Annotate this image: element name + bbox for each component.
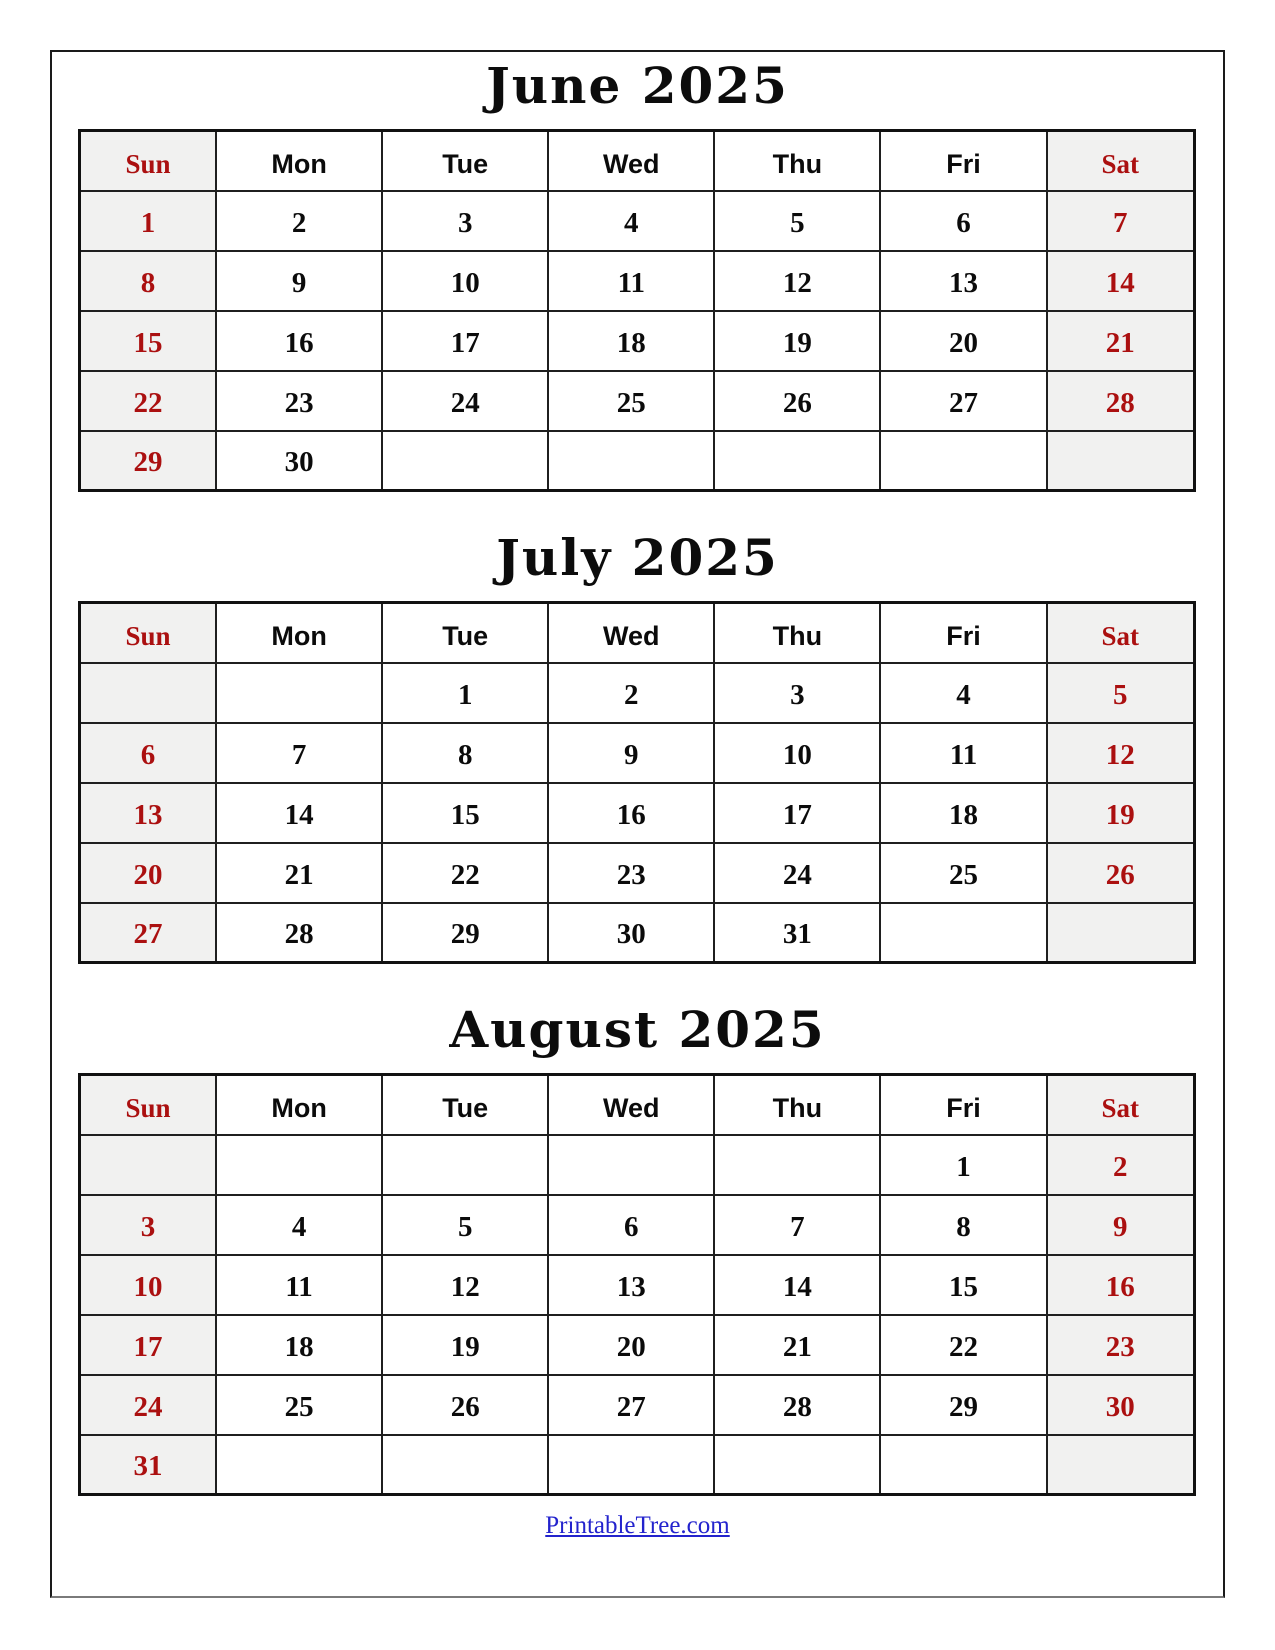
day-cell-13: 13	[880, 251, 1046, 311]
day-cell-empty	[1047, 1435, 1195, 1495]
week-row	[80, 1435, 1195, 1495]
day-cell-24: 24	[80, 1375, 217, 1435]
weekday-header-sun: Sun	[80, 1075, 217, 1135]
day-cell-22: 22	[880, 1315, 1046, 1375]
day-cell-25: 25	[880, 843, 1046, 903]
day-cell-6: 6	[548, 1195, 714, 1255]
day-cell-2: 2	[216, 191, 382, 251]
day-cell-15: 15	[880, 1255, 1046, 1315]
day-cell-21: 21	[1047, 311, 1195, 371]
week-row	[80, 723, 1195, 783]
day-cell-empty	[1047, 903, 1195, 963]
day-cell-21: 21	[216, 843, 382, 903]
weekday-header-fri: Fri	[880, 131, 1046, 191]
day-cell-17: 17	[80, 1315, 217, 1375]
weekday-header-sun: Sun	[80, 131, 217, 191]
month-section-june	[52, 58, 1223, 492]
day-cell-1: 1	[382, 663, 548, 723]
day-cell-13: 13	[80, 783, 217, 843]
day-cell-24: 24	[714, 843, 880, 903]
month-title-june: June 2025	[486, 56, 789, 115]
week-row	[80, 1135, 1195, 1195]
week-row	[80, 251, 1195, 311]
day-cell-26: 26	[714, 371, 880, 431]
calendar-page	[50, 50, 1225, 1598]
weekday-header-thu: Thu	[714, 1075, 880, 1135]
day-cell-10: 10	[80, 1255, 217, 1315]
weekday-header-mon: Mon	[216, 603, 382, 663]
footer	[52, 1512, 1223, 1540]
weekday-header-mon: Mon	[216, 131, 382, 191]
day-cell-31: 31	[714, 903, 880, 963]
day-cell-30: 30	[216, 431, 382, 491]
day-cell-19: 19	[714, 311, 880, 371]
day-cell-13: 13	[548, 1255, 714, 1315]
day-cell-4: 4	[548, 191, 714, 251]
day-cell-27: 27	[80, 903, 217, 963]
weekday-header-tue: Tue	[382, 131, 548, 191]
week-row	[80, 783, 1195, 843]
weekday-header-row	[80, 1075, 1195, 1135]
day-cell-18: 18	[548, 311, 714, 371]
day-cell-14: 14	[714, 1255, 880, 1315]
day-cell-1: 1	[880, 1135, 1046, 1195]
day-cell-16: 16	[548, 783, 714, 843]
day-cell-3: 3	[382, 191, 548, 251]
day-cell-empty	[382, 431, 548, 491]
weekday-header-wed: Wed	[548, 1075, 714, 1135]
month-section-august	[52, 1002, 1223, 1496]
weekday-header-sun: Sun	[80, 603, 217, 663]
day-cell-empty	[880, 431, 1046, 491]
week-row	[80, 371, 1195, 431]
week-row	[80, 663, 1195, 723]
day-cell-11: 11	[880, 723, 1046, 783]
day-cell-5: 5	[714, 191, 880, 251]
day-cell-10: 10	[714, 723, 880, 783]
weekday-header-thu: Thu	[714, 603, 880, 663]
day-cell-4: 4	[216, 1195, 382, 1255]
weekday-header-tue: Tue	[382, 603, 548, 663]
day-cell-9: 9	[548, 723, 714, 783]
day-cell-15: 15	[382, 783, 548, 843]
day-cell-20: 20	[880, 311, 1046, 371]
weekday-header-sat: Sat	[1047, 1075, 1195, 1135]
day-cell-empty	[714, 431, 880, 491]
day-cell-27: 27	[548, 1375, 714, 1435]
day-cell-empty	[1047, 431, 1195, 491]
month-title-july: July 2025	[496, 528, 779, 587]
week-row	[80, 1375, 1195, 1435]
day-cell-28: 28	[1047, 371, 1195, 431]
day-cell-22: 22	[80, 371, 217, 431]
day-cell-17: 17	[382, 311, 548, 371]
day-cell-29: 29	[382, 903, 548, 963]
day-cell-1: 1	[80, 191, 217, 251]
day-cell-19: 19	[1047, 783, 1195, 843]
day-cell-30: 30	[1047, 1375, 1195, 1435]
day-cell-11: 11	[548, 251, 714, 311]
day-cell-30: 30	[548, 903, 714, 963]
day-cell-15: 15	[80, 311, 217, 371]
day-cell-24: 24	[382, 371, 548, 431]
day-cell-empty	[216, 1135, 382, 1195]
day-cell-2: 2	[1047, 1135, 1195, 1195]
day-cell-19: 19	[382, 1315, 548, 1375]
day-cell-31: 31	[80, 1435, 217, 1495]
day-cell-12: 12	[1047, 723, 1195, 783]
weekday-header-row	[80, 603, 1195, 663]
day-cell-empty	[880, 1435, 1046, 1495]
day-cell-9: 9	[216, 251, 382, 311]
day-cell-empty	[80, 1135, 217, 1195]
weekday-header-fri: Fri	[880, 603, 1046, 663]
day-cell-10: 10	[382, 251, 548, 311]
day-cell-8: 8	[382, 723, 548, 783]
day-cell-empty	[216, 1435, 382, 1495]
month-section-july	[52, 530, 1223, 964]
weekday-header-tue: Tue	[382, 1075, 548, 1135]
day-cell-8: 8	[80, 251, 217, 311]
day-cell-16: 16	[216, 311, 382, 371]
day-cell-26: 26	[1047, 843, 1195, 903]
day-cell-empty	[714, 1435, 880, 1495]
day-cell-4: 4	[880, 663, 1046, 723]
day-cell-14: 14	[1047, 251, 1195, 311]
weekday-header-wed: Wed	[548, 603, 714, 663]
day-cell-empty	[548, 1135, 714, 1195]
weekday-header-sat: Sat	[1047, 131, 1195, 191]
day-cell-12: 12	[714, 251, 880, 311]
weekday-header-wed: Wed	[548, 131, 714, 191]
week-row	[80, 843, 1195, 903]
day-cell-23: 23	[1047, 1315, 1195, 1375]
month-title-august: August 2025	[449, 1000, 826, 1059]
day-cell-18: 18	[216, 1315, 382, 1375]
day-cell-3: 3	[714, 663, 880, 723]
day-cell-5: 5	[382, 1195, 548, 1255]
day-cell-28: 28	[216, 903, 382, 963]
day-cell-7: 7	[1047, 191, 1195, 251]
week-row	[80, 1255, 1195, 1315]
week-row	[80, 431, 1195, 491]
day-cell-27: 27	[880, 371, 1046, 431]
week-row	[80, 1315, 1195, 1375]
weekday-header-fri: Fri	[880, 1075, 1046, 1135]
weekday-header-row	[80, 131, 1195, 191]
day-cell-3: 3	[80, 1195, 217, 1255]
day-cell-26: 26	[382, 1375, 548, 1435]
day-cell-empty	[216, 663, 382, 723]
day-cell-empty	[382, 1135, 548, 1195]
day-cell-29: 29	[880, 1375, 1046, 1435]
calendar-table-august	[78, 1073, 1196, 1496]
day-cell-20: 20	[548, 1315, 714, 1375]
week-row	[80, 903, 1195, 963]
calendar-table-july	[78, 601, 1196, 964]
day-cell-6: 6	[880, 191, 1046, 251]
day-cell-17: 17	[714, 783, 880, 843]
day-cell-14: 14	[216, 783, 382, 843]
day-cell-empty	[548, 431, 714, 491]
weekday-header-mon: Mon	[216, 1075, 382, 1135]
day-cell-empty	[382, 1435, 548, 1495]
day-cell-6: 6	[80, 723, 217, 783]
day-cell-empty	[880, 903, 1046, 963]
day-cell-7: 7	[714, 1195, 880, 1255]
day-cell-8: 8	[880, 1195, 1046, 1255]
calendar-table-june	[78, 129, 1196, 492]
day-cell-23: 23	[216, 371, 382, 431]
day-cell-16: 16	[1047, 1255, 1195, 1315]
day-cell-12: 12	[382, 1255, 548, 1315]
day-cell-29: 29	[80, 431, 217, 491]
day-cell-11: 11	[216, 1255, 382, 1315]
day-cell-9: 9	[1047, 1195, 1195, 1255]
day-cell-23: 23	[548, 843, 714, 903]
day-cell-22: 22	[382, 843, 548, 903]
weekday-header-thu: Thu	[714, 131, 880, 191]
week-row	[80, 191, 1195, 251]
day-cell-21: 21	[714, 1315, 880, 1375]
day-cell-7: 7	[216, 723, 382, 783]
day-cell-empty	[548, 1435, 714, 1495]
day-cell-5: 5	[1047, 663, 1195, 723]
footer-link[interactable]: PrintableTree.com	[545, 1512, 730, 1539]
day-cell-20: 20	[80, 843, 217, 903]
day-cell-empty	[80, 663, 217, 723]
day-cell-2: 2	[548, 663, 714, 723]
day-cell-28: 28	[714, 1375, 880, 1435]
week-row	[80, 1195, 1195, 1255]
weekday-header-sat: Sat	[1047, 603, 1195, 663]
day-cell-25: 25	[548, 371, 714, 431]
day-cell-18: 18	[880, 783, 1046, 843]
day-cell-empty	[714, 1135, 880, 1195]
week-row	[80, 311, 1195, 371]
day-cell-25: 25	[216, 1375, 382, 1435]
